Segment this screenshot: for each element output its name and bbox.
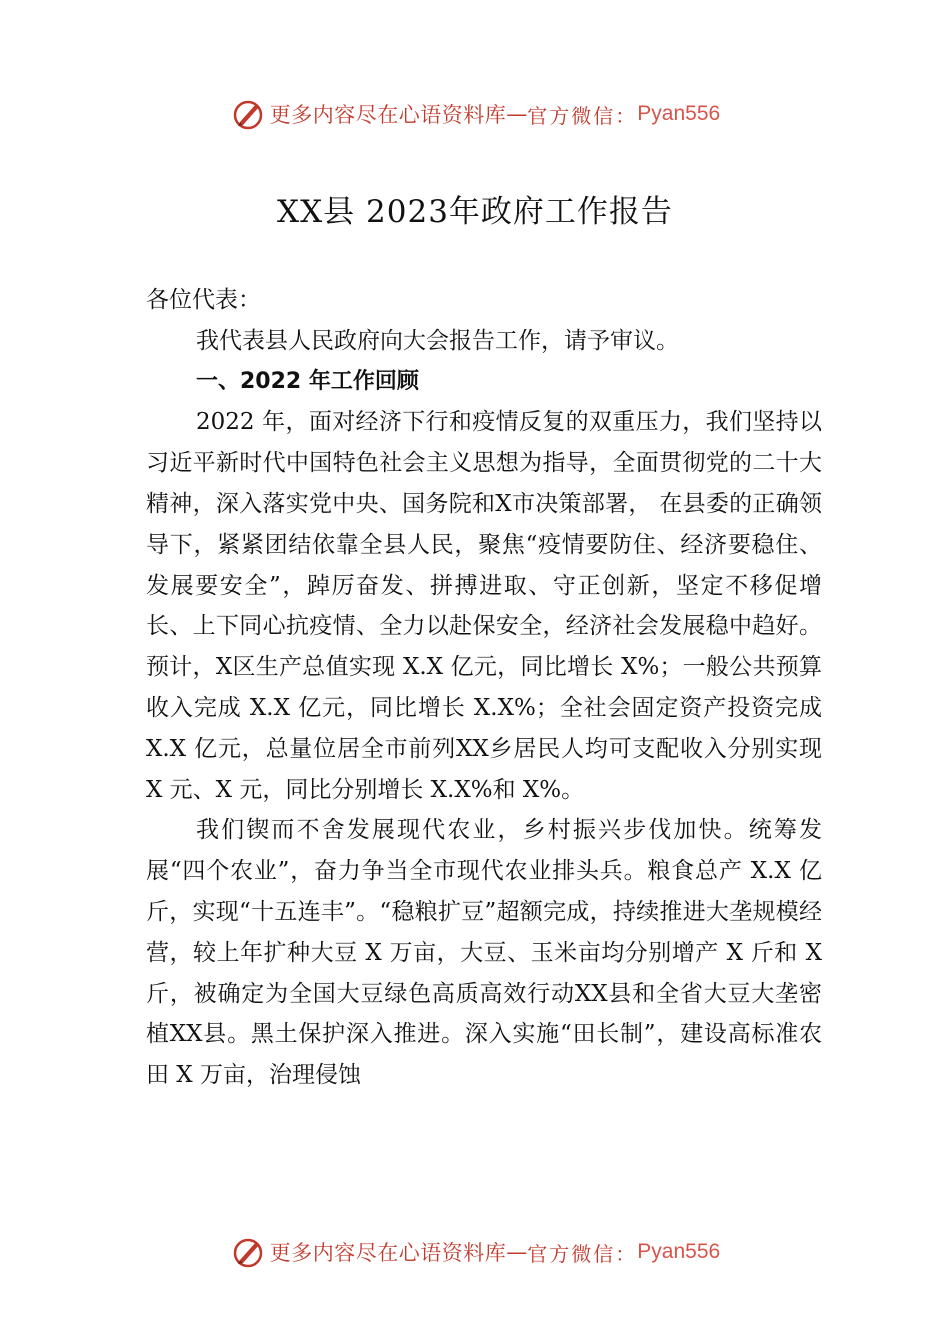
header-banner bbox=[0, 94, 950, 134]
banner-wechat-id: Pyan556 bbox=[637, 1240, 721, 1263]
banner-wechat-id: Pyan556 bbox=[637, 102, 721, 125]
intro-paragraph: 我代表县人民政府向大会报告工作，请予审议。 bbox=[196, 327, 679, 354]
salutation: 各位代表： bbox=[146, 287, 261, 313]
section-heading: 一、2022 年工作回顾 bbox=[196, 368, 419, 394]
banner-separator: — bbox=[506, 1240, 528, 1264]
pen-logo-icon bbox=[230, 1234, 266, 1270]
banner-text: 更多内容尽在心语资料库 bbox=[269, 1241, 507, 1265]
document-body bbox=[146, 280, 822, 1096]
body-paragraph-1: 2022 年，面对经济下行和疫情反复的双重压力，我们坚持以习近平新时代中国特色社会主义思想为指导，全面贯彻党的二十大精神，深入落实党中央、国务院和X市决策部署， 在县委的正确领导下，紧紧团结依靠全县人民，聚焦“疫情要防住、经济要稳住、发展要安全”，踔厉奋发、拼搏进取、守正创新，坚定不移促增长、上下同心抗疫情、全力以赴保安全，经济社会发展稳中趋好。预计，X区生产总值实现 X.X 亿元，同比增长 X%；一般公共预算收入完成 X.X 亿元，同比增长 X.X%；全社会固定资产投资完成 X.X 亿元，总量位居全市前列XX乡居民人均可支配收入分别实现 X 元、X 元，同比分别增长 X.X%和 X%。 bbox=[146, 409, 822, 803]
body-paragraph-2: 我们锲而不舍发展现代农业，乡村振兴步伐加快。统筹发展“四个农业”，奋力争当全市现代农业排头兵。粮食总产 X.X 亿斤，实现“十五连丰”。“稳粮扩豆”超额完成，持续推进大垄规模经营，较上年扩种大豆 X 万亩，大豆、玉米亩均分别增产 X 斤和 X 斤，被确定为全国大豆绿色高质高效行动XX县和全省大豆大垄密植XX县。黑土保护深入推进。深入实施“田长制”，建设高标准农田 X 万亩，治理侵蚀 bbox=[146, 817, 822, 1089]
banner-separator: — bbox=[506, 102, 528, 126]
footer-banner bbox=[0, 1232, 950, 1272]
document-title: XX县 2023年政府工作报告 bbox=[277, 194, 673, 230]
banner-text: 更多内容尽在心语资料库 bbox=[269, 103, 507, 127]
pen-logo-icon bbox=[230, 96, 266, 132]
banner-label: 官方微信： bbox=[527, 1241, 638, 1266]
banner-label: 官方微信： bbox=[527, 103, 638, 128]
